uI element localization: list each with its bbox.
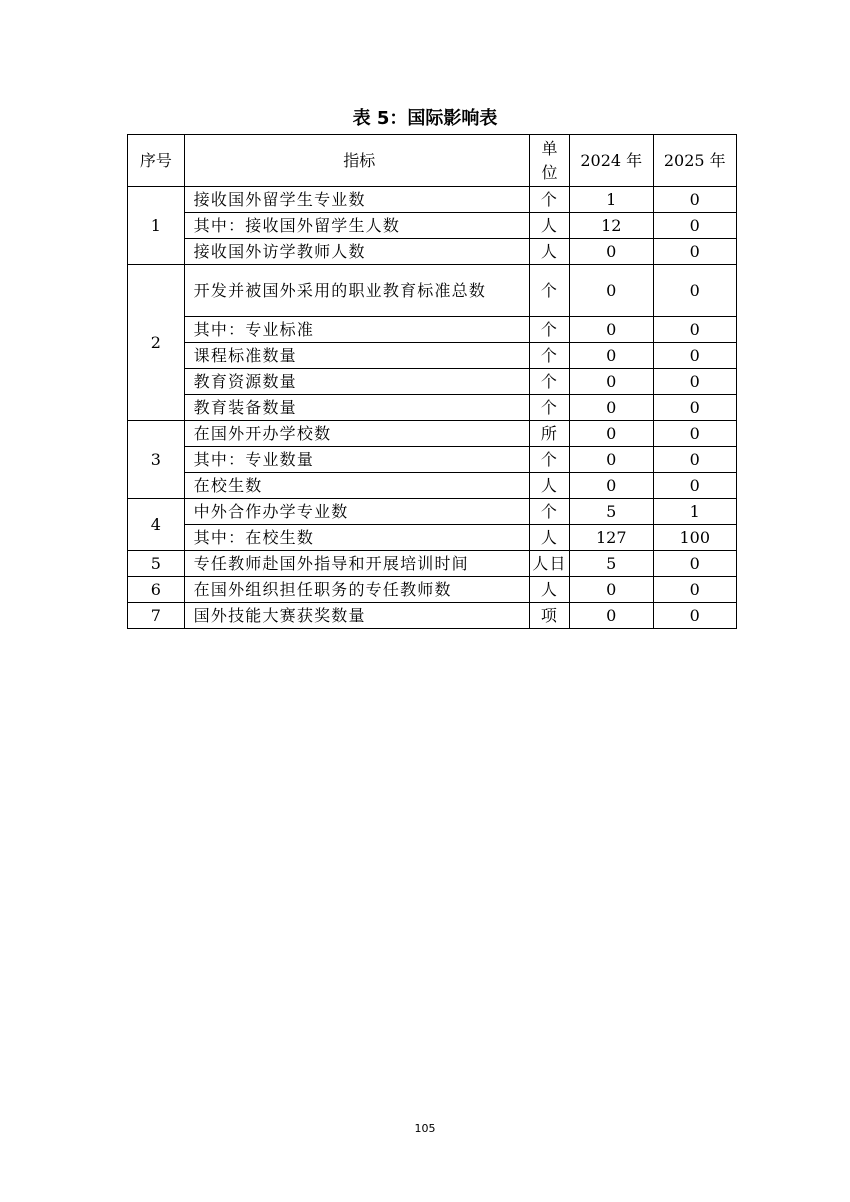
cell-unit: 人日 (529, 551, 569, 577)
international-influence-table (127, 134, 737, 629)
cell-value-2024: 0 (570, 343, 653, 369)
cell-unit: 个 (529, 317, 569, 343)
header-year-2025: 2025 年 (653, 135, 737, 187)
cell-indicator: 国外技能大赛获奖数量 (184, 603, 529, 629)
cell-unit: 个 (529, 369, 569, 395)
cell-value-2025: 0 (653, 239, 737, 265)
cell-unit: 人 (529, 239, 569, 265)
cell-value-2025: 100 (653, 525, 737, 551)
cell-value-2025: 0 (653, 265, 737, 317)
cell-value-2025: 0 (653, 213, 737, 239)
cell-seq: 4 (128, 499, 185, 551)
cell-seq: 6 (128, 577, 185, 603)
cell-value-2024: 1 (570, 187, 653, 213)
cell-value-2025: 0 (653, 603, 737, 629)
cell-unit: 个 (529, 395, 569, 421)
cell-indicator: 其中：专业标准 (184, 317, 529, 343)
cell-unit: 所 (529, 421, 569, 447)
cell-indicator: 接收国外访学教师人数 (184, 239, 529, 265)
cell-value-2024: 12 (570, 213, 653, 239)
table-row (128, 551, 737, 577)
table-row (128, 395, 737, 421)
header-year-2024: 2024 年 (570, 135, 653, 187)
cell-unit: 个 (529, 187, 569, 213)
cell-value-2025: 0 (653, 369, 737, 395)
table-header-row (128, 135, 737, 187)
cell-indicator: 课程标准数量 (184, 343, 529, 369)
table-row (128, 421, 737, 447)
cell-value-2025: 0 (653, 551, 737, 577)
cell-value-2024: 0 (570, 447, 653, 473)
cell-unit: 人 (529, 525, 569, 551)
cell-indicator: 其中：专业数量 (184, 447, 529, 473)
cell-value-2025: 0 (653, 395, 737, 421)
cell-indicator: 教育装备数量 (184, 395, 529, 421)
cell-value-2025: 0 (653, 421, 737, 447)
cell-indicator: 在国外组织担任职务的专任教师数 (184, 577, 529, 603)
cell-value-2024: 0 (570, 395, 653, 421)
table-row (128, 239, 737, 265)
cell-value-2024: 5 (570, 551, 653, 577)
cell-value-2024: 127 (570, 525, 653, 551)
cell-indicator: 在校生数 (184, 473, 529, 499)
cell-value-2024: 0 (570, 577, 653, 603)
cell-seq: 3 (128, 421, 185, 499)
cell-value-2025: 1 (653, 499, 737, 525)
cell-value-2025: 0 (653, 473, 737, 499)
cell-seq: 5 (128, 551, 185, 577)
cell-value-2025: 0 (653, 187, 737, 213)
cell-indicator: 其中：在校生数 (184, 525, 529, 551)
table-row (128, 447, 737, 473)
cell-seq: 7 (128, 603, 185, 629)
table-row (128, 525, 737, 551)
cell-indicator: 在国外开办学校数 (184, 421, 529, 447)
table-row (128, 187, 737, 213)
cell-value-2024: 0 (570, 317, 653, 343)
cell-indicator: 中外合作办学专业数 (184, 499, 529, 525)
cell-value-2025: 0 (653, 343, 737, 369)
header-seq: 序号 (128, 135, 185, 187)
cell-value-2025: 0 (653, 317, 737, 343)
table-row (128, 577, 737, 603)
cell-seq: 1 (128, 187, 185, 265)
table-row (128, 499, 737, 525)
cell-value-2024: 0 (570, 421, 653, 447)
table-row (128, 603, 737, 629)
table-row (128, 213, 737, 239)
table-row (128, 317, 737, 343)
cell-unit: 人 (529, 577, 569, 603)
header-indicator: 指标 (184, 135, 529, 187)
cell-indicator: 其中：接收国外留学生人数 (184, 213, 529, 239)
cell-indicator: 接收国外留学生专业数 (184, 187, 529, 213)
table-row (128, 265, 737, 317)
cell-unit: 个 (529, 343, 569, 369)
cell-unit: 人 (529, 473, 569, 499)
cell-value-2025: 0 (653, 447, 737, 473)
cell-value-2024: 0 (570, 265, 653, 317)
cell-seq: 2 (128, 265, 185, 421)
cell-unit: 人 (529, 213, 569, 239)
cell-value-2025: 0 (653, 577, 737, 603)
table-caption: 表 5：国际影响表 (352, 108, 498, 129)
cell-value-2024: 0 (570, 239, 653, 265)
header-unit: 单位 (529, 135, 569, 187)
cell-value-2024: 0 (570, 473, 653, 499)
cell-unit: 个 (529, 265, 569, 317)
table-row (128, 369, 737, 395)
cell-value-2024: 0 (570, 603, 653, 629)
table-row (128, 343, 737, 369)
cell-indicator: 专任教师赴国外指导和开展培训时间 (184, 551, 529, 577)
cell-value-2024: 0 (570, 369, 653, 395)
cell-value-2024: 5 (570, 499, 653, 525)
table-row (128, 473, 737, 499)
cell-indicator: 教育资源数量 (184, 369, 529, 395)
page-number: 105 (414, 1122, 436, 1135)
cell-unit: 个 (529, 447, 569, 473)
cell-indicator: 开发并被国外采用的职业教育标准总数 (184, 265, 529, 317)
cell-unit: 个 (529, 499, 569, 525)
table-body (128, 187, 737, 629)
cell-unit: 项 (529, 603, 569, 629)
